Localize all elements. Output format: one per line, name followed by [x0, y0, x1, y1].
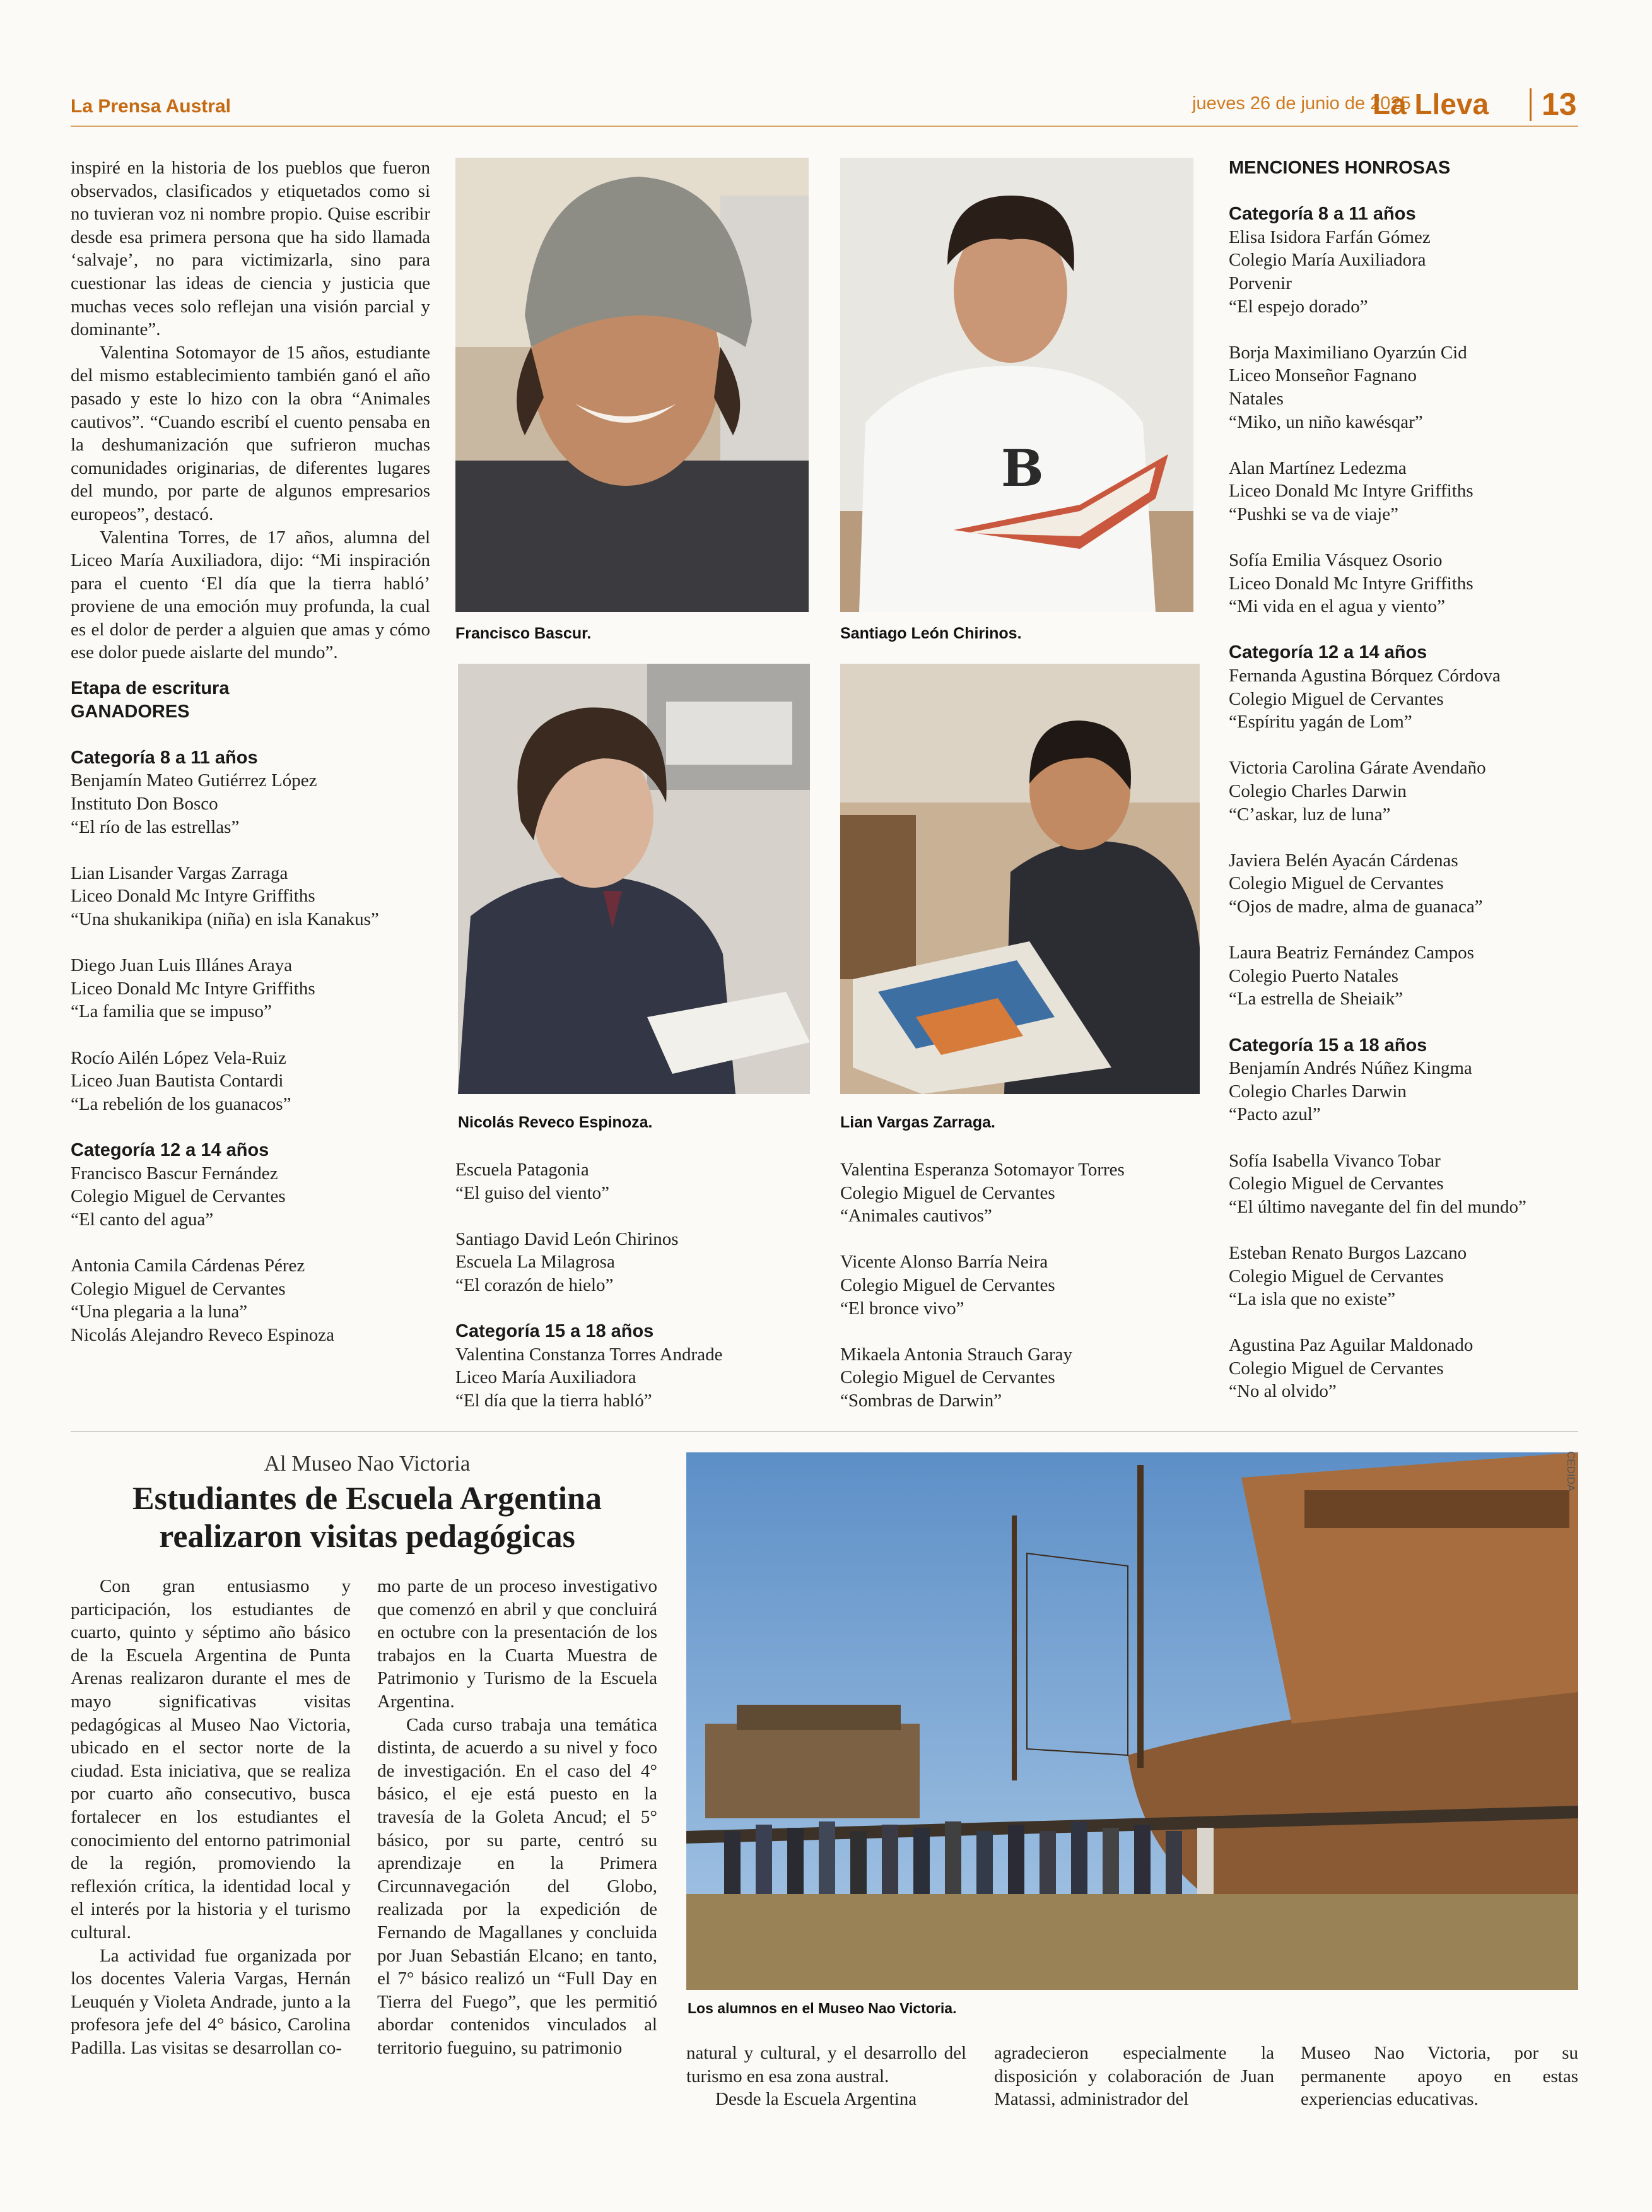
paragraph: Con gran entusiasmo y participación, los estudiantes de cuarto, quinto y séptimo año básico de la Escuela Argentina de Punta Arenas realizaron durante el mes de mayo significativas visitas pedagógicas al Museo Nao Victoria, ubicado en el sector norte de la ciudad. Esta iniciativa, que se realiza por cuarto año consecutivo, busca fortalecer en los estudiantes el conocimiento del entorno patrimonial de la región, promoviendo la reflexión crítica, la identidad local y el interés por la historia y el turismo cultural.	[71, 1576, 351, 1943]
header-separator	[1530, 88, 1532, 121]
column-3	[840, 1158, 1200, 1413]
winner-entry: Benjamín Mateo Gutiérrez López Instituto Don Bosco “El río de las estrellas”	[71, 770, 317, 837]
mention-entry: Sofía Emilia Vásquez Osorio Liceo Donald Mc Intyre Griffiths “Mi vida en el agua y viento”	[1229, 550, 1473, 617]
article-headline: Estudiantes de Escuela Argentina realizaron visitas pedagógicas	[132, 1481, 602, 1555]
photo-credit: CEDIDA	[1565, 1451, 1577, 1492]
photo-caption: Los alumnos en el Museo Nao Victoria.	[688, 2000, 957, 2016]
issue-date: jueves 26 de junio de 2025	[1192, 93, 1411, 114]
winner-entry: Santiago David León Chirinos Escuela La Milagrosa “El corazón de hielo”	[455, 1228, 679, 1295]
paragraph: La actividad fue organizada por los docentes Valeria Vargas, Hernán Leuquén y Violeta Andrade, junto a la profesora jefe del 4° básico, Carolina Padilla. Las visitas se desarrollan co-	[71, 1945, 351, 2058]
photo-santiago-leon	[840, 158, 1193, 612]
mention-entry: Borja Maximiliano Oyarzún Cid Liceo Monseñor Fagnano Natales “Miko, un niño kawésqar”	[1229, 342, 1467, 432]
photo-nicolas-reveco	[458, 664, 810, 1094]
winner-entry: Mikaela Antonia Strauch Garay Colegio Miguel de Cervantes “Sombras de Darwin”	[840, 1344, 1073, 1411]
mention-entry: Javiera Belén Ayacán Cárdenas Colegio Miguel de Cervantes “Ojos de madre, alma de guanaca”	[1229, 850, 1483, 917]
photo-caption: Santiago León Chirinos.	[840, 625, 1022, 642]
portrait-image	[840, 158, 1193, 612]
paragraph: Valentina Sotomayor de 15 años, estudiante del mismo establecimiento también ganó el año pasado y este lo hizo con la obra “Animales cautivos”. “Cuando escribí el cuento pensaba en la deshumanización que sufrieron muchas comunidades originarias, de diferentes lugares del mundo, por parte de algunos empresarios europeos”, destacó.	[71, 342, 430, 524]
category-title: Categoría 8 a 11 años	[1229, 204, 1416, 225]
article-column-3	[686, 2042, 966, 2111]
winner-entry: Diego Juan Luis Illánes Araya Liceo Donald Mc Intyre Griffiths “La familia que se impuso”	[71, 955, 315, 1022]
portrait-image	[458, 664, 810, 1094]
column-2	[455, 1158, 809, 1413]
winner-entry: Lian Lisander Vargas Zarraga Liceo Donald Mc Intyre Griffiths “Una shukanikipa (niña) en isla Kanakus”	[71, 862, 379, 929]
section-divider	[71, 1431, 1578, 1432]
paragraph: agradecieron especialmente la disposición y colaboración de Juan Matassi, administrador del	[994, 2043, 1274, 2110]
section-name: La Lleva	[1373, 88, 1489, 121]
winner-entry: Rocío Ailén López Vela-Ruiz Liceo Juan Bautista Contardi “La rebelión de los guanacos”	[71, 1047, 291, 1114]
article-column-2	[377, 1575, 657, 2059]
photo-caption: Francisco Bascur.	[455, 625, 592, 642]
paragraph: natural y cultural, y el desarrollo del turismo en esa zona austral.	[686, 2043, 966, 2086]
winner-entry: Antonia Camila Cárdenas Pérez Colegio Miguel de Cervantes “Una plegaria a la luna” Nicolás Alejandro Reveco Espinoza	[71, 1255, 334, 1345]
paragraph: inspiré en la historia de los pueblos que fueron observados, clasificados y etiquetados como si no tuvieran voz ni nombre propio. Quise escribir desde esa primera persona que ha sido llamada ‘salvaje’, no para victimizarla, sino para cuestionar las ideas de ciencia y justicia que muchas veces solo reflejan una visión parcial y dominante”.	[71, 158, 430, 340]
publication-name: La Prensa Austral	[71, 96, 231, 117]
paragraph: Museo Nao Victoria, por su permanente apoyo en estas experiencias educativas.	[1301, 2043, 1578, 2110]
paragraph: Valentina Torres, de 17 años, alumna del Liceo María Auxiliadora, dijo: “Mi inspiración para el cuento ‘El día que la tierra habló’ proviene de una emoción muy profunda, la cual es el dolor de perder a alguien que amas y cómo ese dolor puede aislarte del mundo”.	[71, 527, 430, 663]
mention-entry: Fernanda Agustina Bórquez Córdova Colegio Miguel de Cervantes “Espíritu yagán de Lom”	[1229, 666, 1501, 732]
mention-entry: Victoria Carolina Gárate Avendaño Colegio Charles Darwin “C’askar, luz de luna”	[1229, 758, 1486, 825]
ship-photo-image	[686, 1452, 1578, 1990]
winner-entry: Escuela Patagonia “El guiso del viento”	[455, 1160, 610, 1203]
category-title: Categoría 8 a 11 años	[71, 747, 258, 768]
article-column-4	[994, 2042, 1274, 2111]
mention-entry: Esteban Renato Burgos Lazcano Colegio Miguel de Cervantes “La isla que no existe”	[1229, 1242, 1467, 1310]
mention-entry: Agustina Paz Aguilar Maldonado Colegio Miguel de Cervantes “No al olvido”	[1229, 1335, 1473, 1402]
winner-entry: Francisco Bascur Fernández Colegio Miguel de Cervantes “El canto del agua”	[71, 1163, 286, 1230]
photo-lian-vargas	[840, 664, 1200, 1094]
mention-entry: Laura Beatriz Fernández Campos Colegio Puerto Natales “La estrella de Sheiaik”	[1229, 943, 1474, 1009]
portrait-image	[455, 158, 809, 612]
mention-entry: Elisa Isidora Farfán Gómez Colegio María Auxiliadora Porvenir “El espejo dorado”	[1229, 226, 1431, 317]
mention-entry: Sofía Isabella Vivanco Tobar Colegio Miguel de Cervantes “El último navegante del fin del mundo”	[1229, 1150, 1526, 1217]
category-title: Categoría 15 a 18 años	[455, 1321, 654, 1342]
page-number: 13	[1542, 86, 1577, 122]
mentions-title: MENCIONES HONROSAS	[1229, 158, 1451, 178]
article-column-1	[71, 1575, 351, 2059]
photo-caption: Lian Vargas Zarraga.	[840, 1114, 995, 1131]
paragraph: mo parte de un proceso investigativo que comenzó en abril y que concluirá en octubre con la presentación de los trabajos en la Cuarta Muestra de Patrimonio y Turismo de la Escuela Argentina.	[377, 1576, 657, 1712]
winner-entry: Valentina Constanza Torres Andrade Liceo María Auxiliadora “El día que la tierra habló”	[455, 1344, 723, 1411]
winner-entry: Vicente Alonso Barría Neira Colegio Miguel de Cervantes “El bronce vivo”	[840, 1252, 1055, 1319]
category-title: Categoría 12 a 14 años	[71, 1139, 269, 1160]
portrait-image	[840, 664, 1200, 1094]
stage-subtitle: GANADORES	[71, 701, 190, 722]
paragraph: Cada curso trabaja una temática distinta, de acuerdo a su nivel y foco de investigación. En el caso del 4° básico, el eje está puesto en la travesía de la Goleta Ancud; el 5° básico, por su parte, centró su aprendizaje en la Primera Circunnavegación del Globo, realizada por la expedición de Fernando de Magallanes y concluida por Juan Sebastián Elcano; en tanto, el 7° básico realizó un “Full Day en Tierra del Fuego”, que les permitió abordar contenidos vinculados al territorio fueguino, su patrimonio	[377, 1714, 657, 2058]
article-kicker: Al Museo Nao Victoria	[264, 1451, 471, 1476]
winner-entry: Valentina Esperanza Sotomayor Torres Colegio Miguel de Cervantes “Animales cautivos”	[840, 1160, 1125, 1227]
mention-entry: Benjamín Andrés Núñez Kingma Colegio Charles Darwin “Pacto azul”	[1229, 1058, 1472, 1125]
photo-museo-nao-victoria	[686, 1452, 1578, 1990]
column-1	[71, 156, 430, 1346]
article-column-5	[1301, 2042, 1578, 2111]
svg-text:B: B	[1001, 438, 1044, 498]
photo-caption: Nicolás Reveco Espinoza.	[458, 1114, 653, 1131]
stage-title: Etapa de escritura	[71, 678, 230, 699]
photo-francisco-bascur	[455, 158, 809, 612]
category-title: Categoría 15 a 18 años	[1229, 1035, 1427, 1056]
category-title: Categoría 12 a 14 años	[1229, 642, 1427, 663]
column-4-honorable-mentions	[1229, 156, 1582, 1403]
paragraph: Desde la Escuela Argentina	[715, 2089, 917, 2110]
header-rule	[71, 126, 1578, 127]
mention-entry: Alan Martínez Ledezma Liceo Donald Mc Intyre Griffiths “Pushki se va de viaje”	[1229, 457, 1473, 524]
